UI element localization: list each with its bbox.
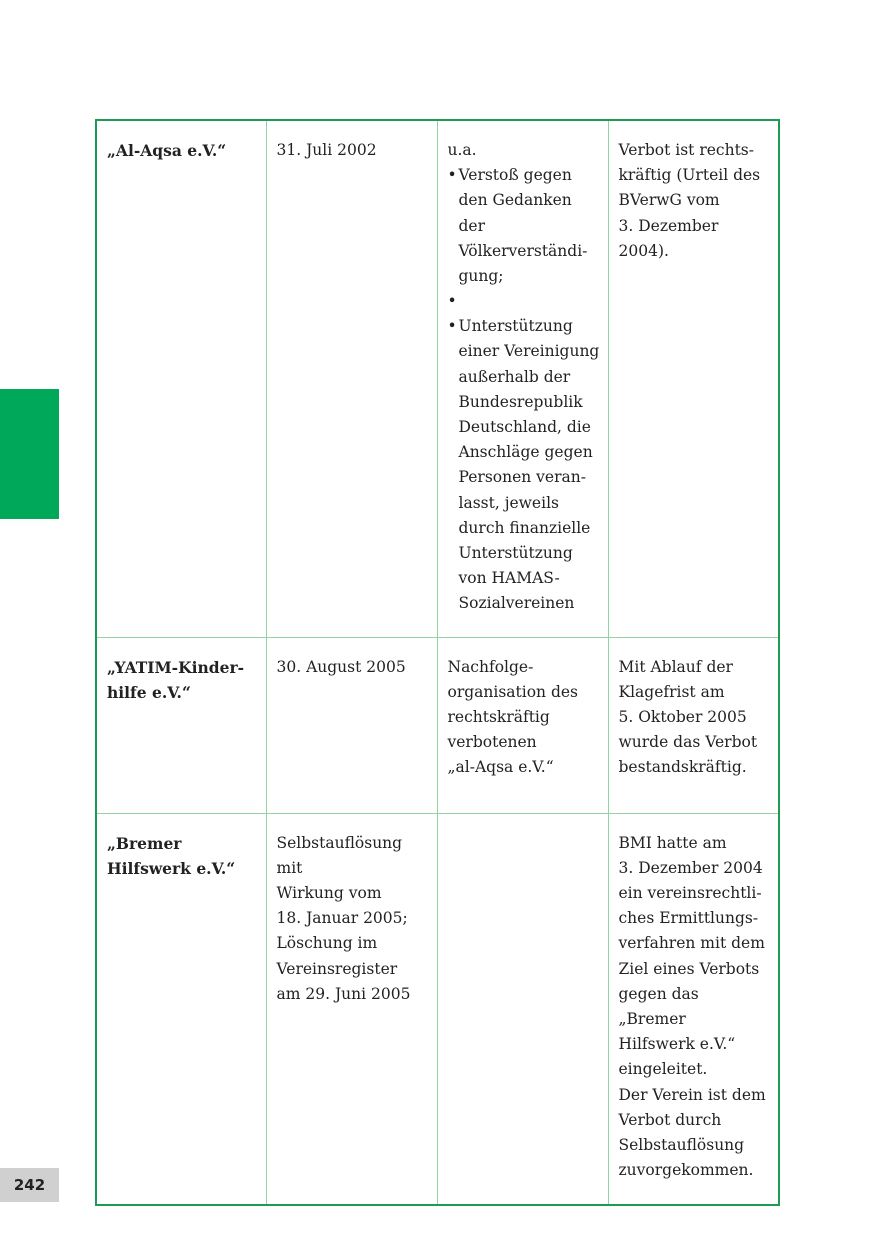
reason-line: verbotenen [447, 733, 537, 752]
status-line: Verbot durch [618, 1110, 722, 1129]
chapter-tab [0, 389, 59, 519]
status-cell [608, 120, 779, 637]
status-line: BVerwG vom [618, 191, 720, 210]
status-line: Ziel eines Verbots [618, 959, 760, 978]
organization-bans-table [95, 119, 780, 1206]
status-line: Hilfswerk e.V.“ [618, 1035, 736, 1054]
date-line: 30. August 2005 [276, 657, 406, 676]
org-name-line: „YATIM-Kinder- [107, 657, 245, 677]
reason-list [448, 163, 600, 616]
status-cell [608, 637, 779, 813]
table-row [96, 813, 779, 1204]
status-line: Selbstauflösung [618, 1136, 745, 1155]
status-line: gegen das „Bremer [618, 984, 699, 1029]
status-line: eingeleitet. [618, 1060, 708, 1079]
reason-line: „al-Aqsa e.V.“ [447, 758, 554, 777]
reason-line: Deutschland, die [458, 418, 591, 437]
status-line: Mit Ablauf der [618, 657, 733, 676]
reason-line: Sozialvereinen [458, 594, 575, 613]
reason-line: durch finanzielle [458, 518, 591, 537]
org-name-line: „Al-Aqsa e.V.“ [107, 141, 227, 160]
page-number-box [0, 1168, 59, 1202]
status-line: kräftig (Urteil des [618, 166, 761, 185]
status-line: Klagefrist am [618, 682, 725, 701]
reason-line: organisation des [447, 682, 579, 701]
org-name-cell [96, 813, 266, 1204]
date-line: am 29. Juni 2005 [276, 984, 411, 1003]
reason-line: • Unterstützung [458, 317, 573, 336]
status-line: wurde das Verbot [618, 733, 758, 752]
status-line: 3. Dezember 2004 [618, 858, 763, 877]
org-name-line: „Bremer [107, 833, 182, 853]
reason-line: von HAMAS- [458, 569, 560, 588]
reason-bullet [448, 163, 600, 289]
reason-line: Bundesrepublik [458, 392, 583, 411]
reason-line: den Gedanken der [458, 191, 572, 235]
reason-line: gung; [458, 267, 504, 286]
bullet-spacer [448, 289, 600, 314]
reason-intro: u.a. [447, 141, 477, 159]
reason-line: Personen veran- [458, 468, 586, 487]
reason-cell [437, 813, 608, 1204]
reason-cell [437, 637, 608, 813]
date-line: 31. Juli 2002 [276, 141, 377, 159]
reason-line: außerhalb der [458, 367, 571, 386]
date-line: Selbstauflösung mit [276, 833, 403, 877]
date-line: 18. Januar 2005; [276, 909, 408, 928]
org-name-cell [96, 120, 266, 637]
reason-line: Nachfolge- [447, 657, 534, 676]
status-cell [608, 813, 779, 1204]
date-cell [266, 637, 437, 813]
table-row [96, 637, 779, 813]
date-line: Vereinsregister [276, 959, 398, 978]
date-line: Wirkung vom [276, 884, 382, 903]
status-line: ches Ermittlungs- [618, 909, 759, 928]
reason-line: • Verstoß gegen [458, 166, 572, 185]
date-cell [266, 813, 437, 1204]
status-line: Der Verein ist dem [618, 1085, 766, 1104]
reason-line: rechtskräftig [447, 708, 550, 727]
date-line: Löschung im [276, 934, 378, 953]
reason-cell [437, 120, 608, 637]
org-name-line: hilfe e.V.“ [107, 682, 191, 702]
org-name-line: Hilfswerk e.V.“ [107, 858, 236, 878]
status-line: 3. Dezember 2004). [618, 216, 719, 260]
org-name-cell [96, 637, 266, 813]
status-line: BMI hatte am [618, 833, 727, 852]
date-cell [266, 120, 437, 637]
reason-bullet [448, 314, 600, 616]
reason-line: Unterstützung [458, 544, 573, 563]
reason-line: Anschläge gegen [458, 443, 593, 462]
page-number: 242 [13, 1176, 46, 1194]
status-line: verfahren mit dem [618, 934, 765, 953]
status-line: 5. Oktober 2005 [618, 708, 747, 727]
status-line: bestandskräftig. [618, 758, 747, 777]
status-line: ein vereinsrechtli- [618, 884, 762, 903]
reason-line: Völkerverständi- [458, 241, 588, 260]
reason-line: lasst, jeweils [458, 493, 559, 512]
status-line: zuvorgekommen. [618, 1161, 754, 1180]
table-row [96, 120, 779, 637]
reason-line: einer Vereinigung [458, 342, 600, 361]
status-line: Verbot ist rechts- [618, 141, 754, 159]
